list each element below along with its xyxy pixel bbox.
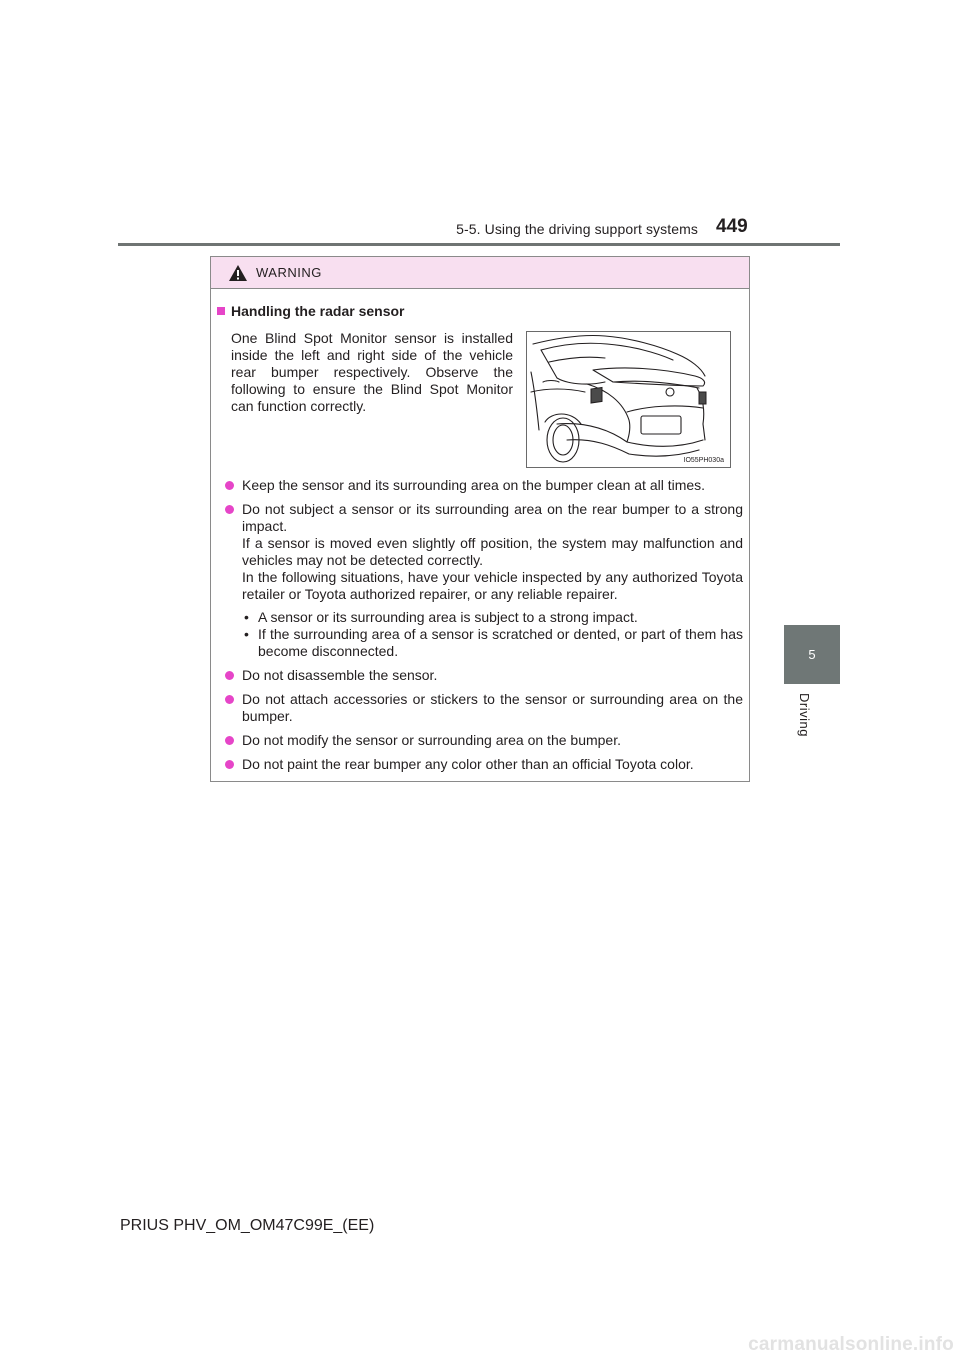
- page-number: 449: [716, 216, 748, 237]
- bullet-dot-icon: [225, 695, 234, 704]
- sub-item: • A sensor or its surrounding area is subject to a strong impact.: [244, 609, 638, 625]
- warning-triangle-icon: [228, 264, 248, 282]
- list-item: Do not modify the sensor or surrounding area on the bumper.: [211, 732, 749, 749]
- list-item: Do not attach accessories or stickers to the sensor or surrounding area on the bumper.: [211, 691, 749, 725]
- warning-title: WARNING: [256, 265, 322, 280]
- bullet-dot-icon: [225, 736, 234, 745]
- warning-header: [211, 257, 749, 289]
- warning-box: [210, 256, 750, 782]
- bullet-dot-icon: [225, 505, 234, 514]
- bullet-dot-icon: [225, 760, 234, 769]
- car-rear-drawing: [527, 332, 730, 467]
- car-rear-illustration: [526, 331, 731, 468]
- bullet-dot-icon: [225, 481, 234, 490]
- chapter-label: Driving: [797, 693, 812, 737]
- section-heading: Handling the radar sensor: [217, 303, 404, 319]
- chapter-tab[interactable]: [784, 625, 840, 684]
- intro-paragraph: One Blind Spot Monitor sensor is installed inside the left and right side of the vehicle rear bumper respectively. Observe the following to ensure the Blind Spot Monitor can function correctly.: [231, 330, 513, 414]
- list-item: Do not disassemble the sensor.: [211, 667, 749, 684]
- list-item: Do not paint the rear bumper any color other than an official Toyota color.: [211, 756, 749, 773]
- chapter-number: 5: [808, 647, 816, 662]
- list-item: Keep the sensor and its surrounding area on the bumper clean at all times.: [211, 477, 749, 494]
- list-item: Do not subject a sensor or its surrounding area on the rear bumper to a strong impact. If a sensor is moved even slightly off position, the system may malfunction and vehicles may not be detected correctly. In the following situations, have your vehicle inspected by any authorized Toyota retailer or Toyota authorized repairer, or any reliable repairer. • A sensor or its surrounding area is subject to a strong impact. • If the surrounding area of a sensor is scratched or dented, or part of them has become disconnected.: [211, 501, 749, 660]
- watermark: carmanualsonline.info: [748, 1334, 954, 1355]
- square-bullet-icon: [217, 307, 225, 315]
- sub-list: [242, 609, 743, 660]
- document-code: PRIUS PHV_OM_OM47C99E_(EE): [120, 1217, 375, 1234]
- section-title: 5-5. Using the driving support systems: [456, 221, 698, 237]
- header-divider: [118, 243, 840, 246]
- bullet-dot-icon: [225, 671, 234, 680]
- figure-code: IO55PH030a: [683, 457, 724, 464]
- bullet-list: [211, 477, 749, 780]
- sub-item: • If the surrounding area of a sensor is scratched or dented, or part of them has become disconnected.: [244, 626, 743, 659]
